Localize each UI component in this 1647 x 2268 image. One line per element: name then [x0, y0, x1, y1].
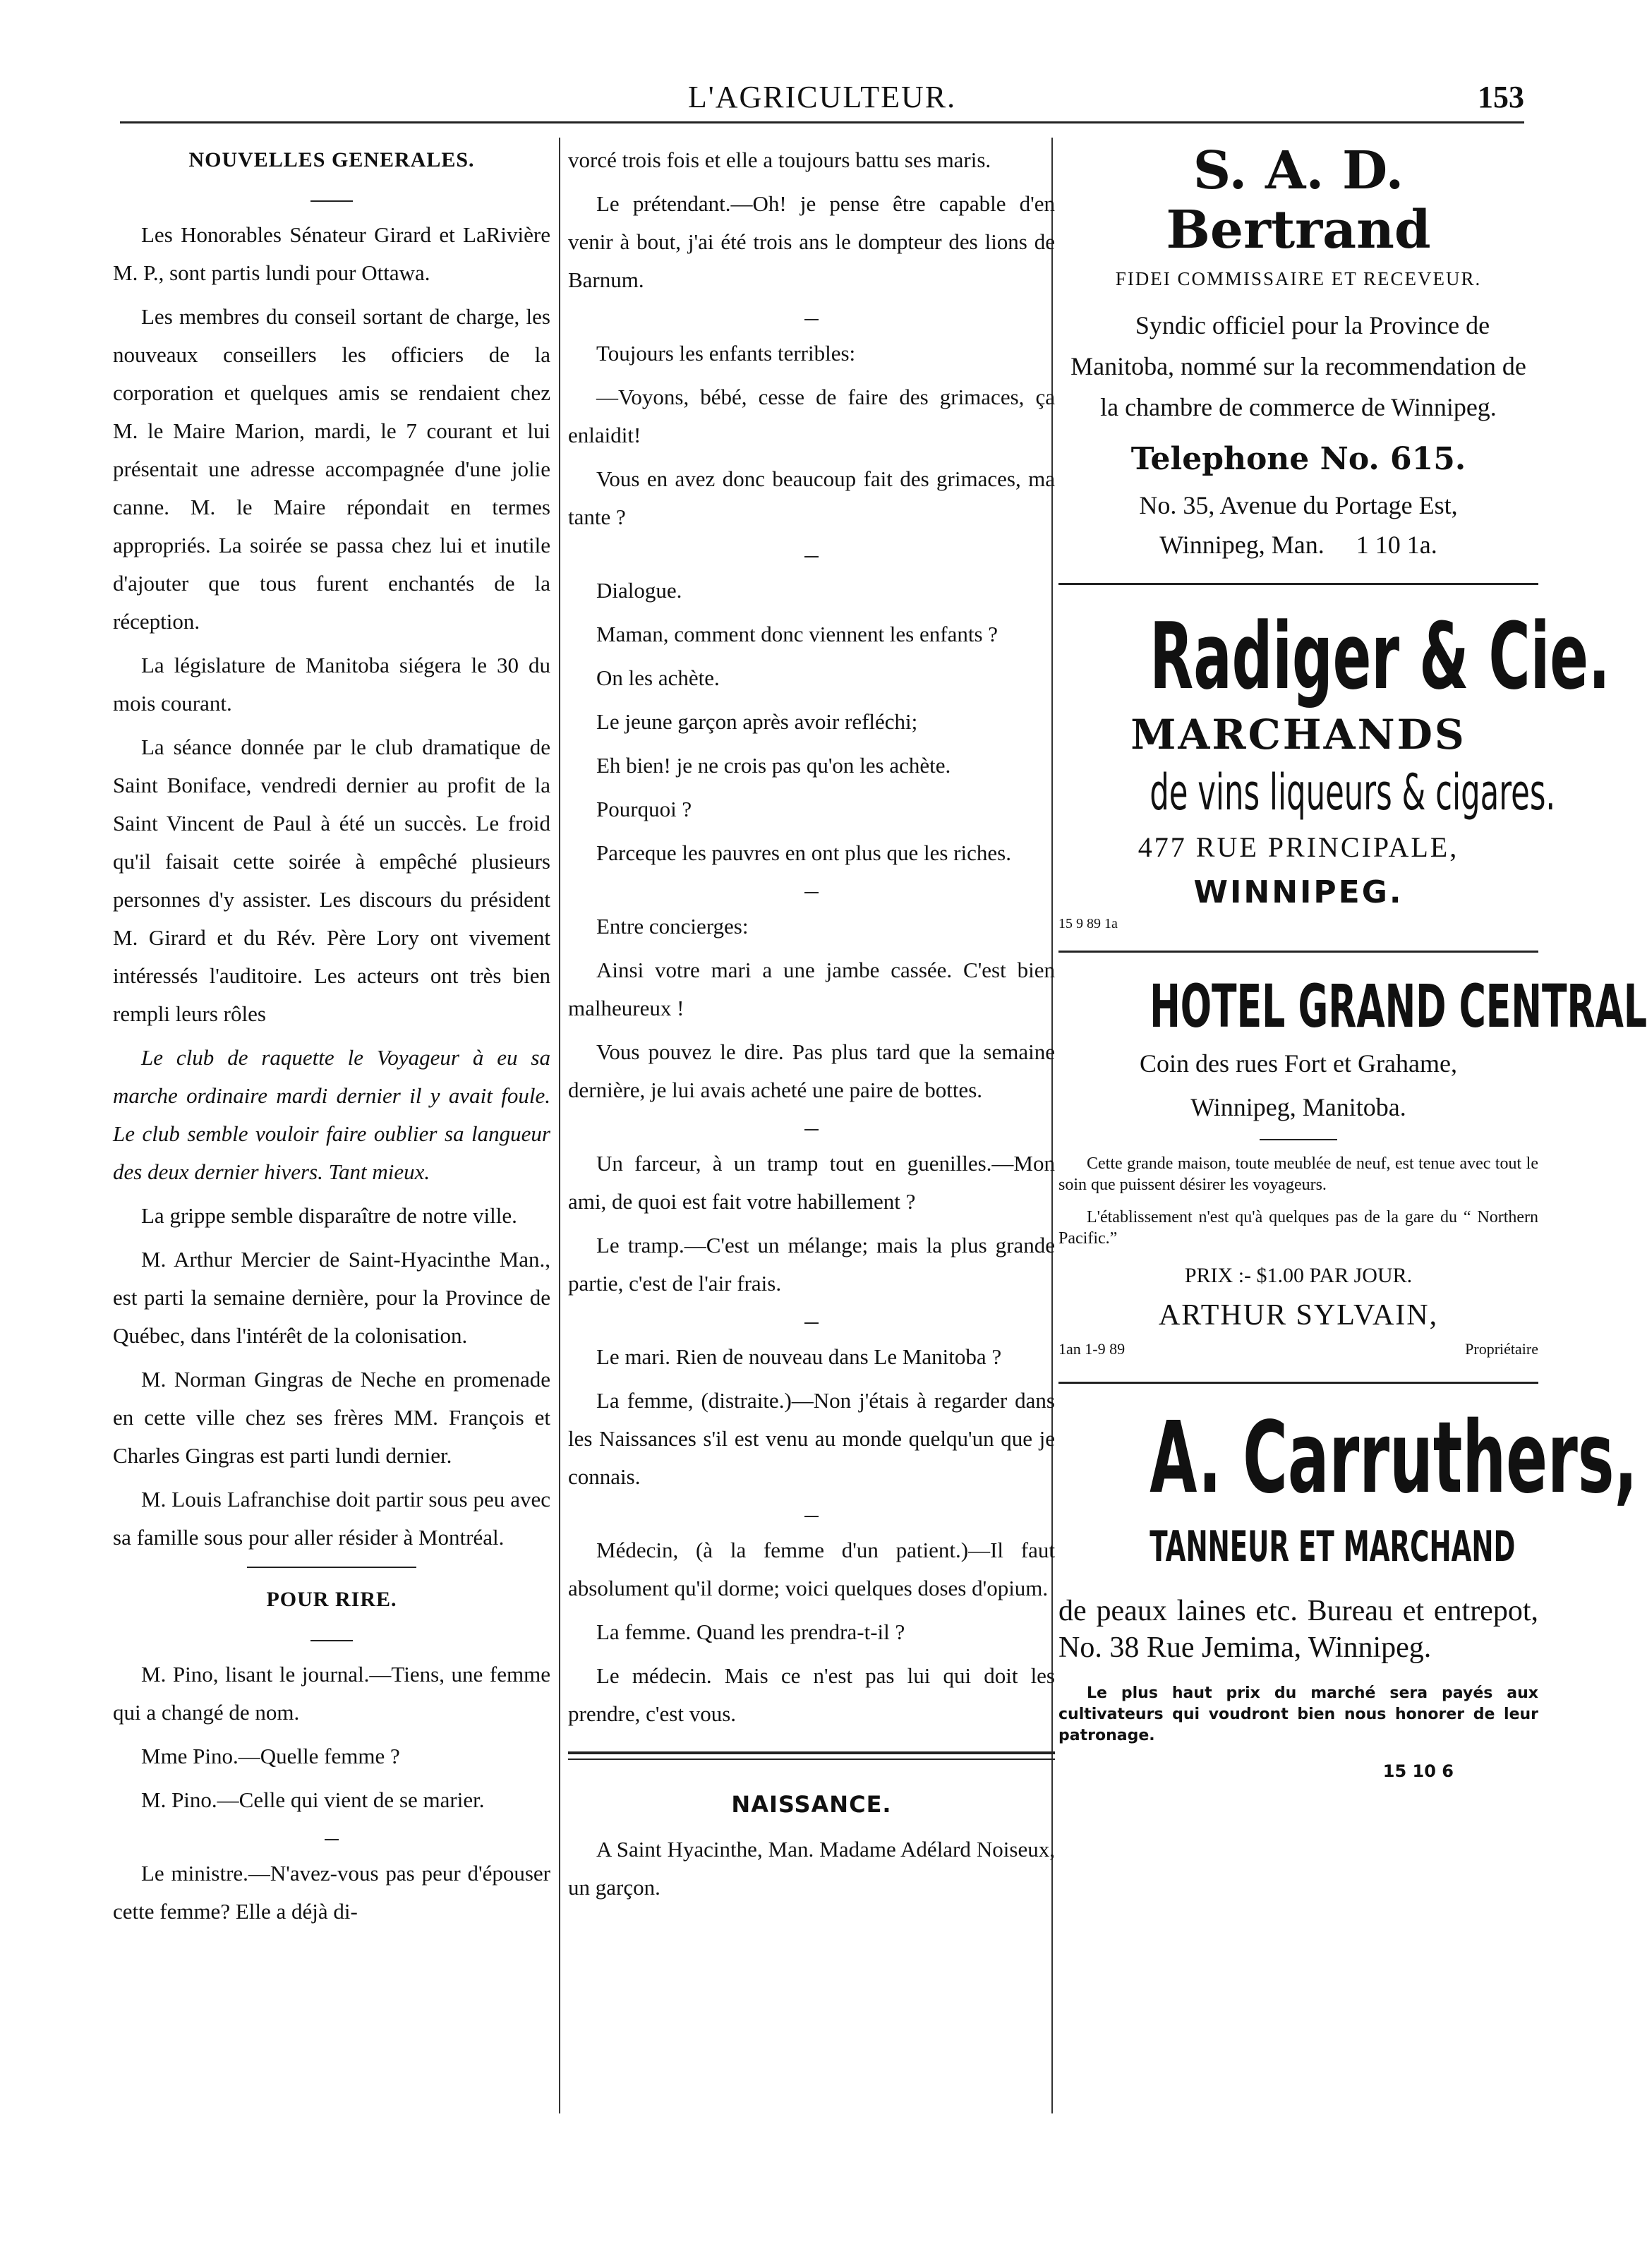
joke-line: Un farceur, à un tramp tout en guenilles.—Mon ami, de quoi est fait votre habillement ?: [568, 1151, 1055, 1214]
news-item: M. Arthur Mercier de Saint-Hyacinthe Man., est parti la semaine dernière, pour la Province de Québec, dans l'intérêt de la colonisation.: [113, 1247, 550, 1348]
divider: [568, 542, 1055, 567]
ad-price: PRIX :- $1.00 PAR JOUR.: [1184, 1264, 1413, 1287]
joke-line: Mme Pino.—Quelle femme ?: [141, 1744, 400, 1768]
ad-name: HOTEL GRAND CENTRAL: [1150, 972, 1647, 1041]
joke-line: Le médecin. Mais ce n'est pas lui qui doit les prendre, c'est vous.: [568, 1663, 1055, 1726]
news-item: La législature de Manitoba siégera le 30 du mois courant.: [113, 653, 550, 716]
joke-line: La femme. Quand les prendra-t-il ?: [596, 1619, 905, 1644]
masthead: [120, 79, 1524, 123]
ad-text: de peaux laines etc. Bureau et entrepot, No. 38 Rue Jemima, Winnipeg.: [1058, 1595, 1538, 1664]
section-heading: NAISSANCE.: [731, 1791, 892, 1818]
joke-line: Pourquoi ?: [596, 797, 692, 821]
joke-line: vorcé trois fois et elle a toujours battu ses maris.: [568, 147, 991, 172]
joke-line: La femme, (distraite.)—Non j'étais à regarder dans les Naissances s'il est venu au monde quelqu'un que je connais.: [568, 1388, 1055, 1489]
ad-divider: [1058, 1382, 1538, 1384]
ad-code: 1an 1-9 89: [1058, 1340, 1126, 1358]
joke-line: Le prétendant.—Oh! je pense être capable d'en venir à bout, j'ai été trois ans le dompteur des lions de Barnum.: [568, 191, 1055, 292]
column-divider: [559, 138, 560, 2113]
double-rule: [568, 1751, 1055, 1760]
joke-line: M. Pino, lisant le journal.—Tiens, une femme qui a changé de nom.: [113, 1662, 550, 1725]
column-2: [568, 141, 1055, 1912]
ad-footer: [1058, 1335, 1538, 1363]
joke-line: Vous en avez donc beaucoup fait des grimaces, ma tante ?: [568, 466, 1055, 529]
joke-line: Le mari. Rien de nouveau dans Le Manitoba ?: [596, 1344, 1002, 1369]
joke-line: Eh bien! je ne crois pas qu'on les achète.: [596, 753, 951, 778]
ad-carruthers: [1058, 1401, 1638, 1790]
divider: [568, 878, 1055, 903]
ad-city: WINNIPEG.: [1193, 874, 1404, 910]
news-item: M. Norman Gingras de Neche en promenade en cette ville chez ses frères MM. François et Charles Gingras est parti lundi dernier.: [113, 1367, 550, 1468]
divider: [113, 1825, 550, 1850]
ad-street: 477 RUE PRINCIPALE,: [1138, 831, 1459, 863]
joke-line: Toujours les enfants terribles:: [596, 341, 856, 366]
news-item: M. Louis Lafranchise doit partir sous peu avec sa famille sous pour aller résider à Montréal.: [113, 1487, 550, 1550]
ad-code: 15 9 89 1a: [1058, 916, 1118, 931]
ad-code: 15 10 6: [1382, 1761, 1454, 1781]
joke-line: Dialogue.: [596, 578, 682, 603]
joke-line: Le tramp.—C'est un mélange; mais la plus grande partie, c'est de l'air frais.: [568, 1233, 1055, 1296]
news-item: Les membres du conseil sortant de charge, les nouveaux conseillers les officiers de la corporation et quelques amis se rendaient chez M. le Maire Marion, mardi, le 7 courant et lui présentait une adresse accompagnée d'une jolie canne. M. le Maire répondait en termes appropriés. La soirée se passa chez lui et inutile d'ajouter que tous furent enchantés de la réception.: [113, 304, 550, 634]
ad-divider: [1058, 583, 1538, 585]
news-item: Le club de raquette le Voyageur à eu sa marche ordinaire mardi dernier il y avait foule. Le club semble vouloir faire oublier sa langueur des deux dernier hivers. Tant mieux.: [113, 1045, 550, 1184]
joke-line: Parceque les pauvres en ont plus que les riches.: [596, 840, 1011, 865]
divider: [113, 1626, 550, 1651]
news-item: Les Honorables Sénateur Girard et LaRivière M. P., sont partis lundi pour Ottawa.: [113, 222, 550, 285]
joke-line: Le jeune garçon après avoir refléchi;: [596, 709, 918, 734]
ad-city-line: [1058, 525, 1538, 565]
divider: [568, 1115, 1055, 1140]
ad-line: Winnipeg, Manitoba.: [1190, 1093, 1406, 1121]
column-1: [113, 141, 550, 1936]
divider: [247, 1567, 416, 1568]
newspaper-title: L'AGRICULTEUR.: [687, 80, 957, 114]
ad-owner-title: Propriétaire: [1465, 1340, 1538, 1358]
ad-divider: [1058, 951, 1538, 953]
ad-role: FIDEI COMMISSAIRE ET RECEVEUR.: [1115, 268, 1482, 289]
ad-subtitle: TANNEUR ET MARCHAND: [1150, 1522, 1516, 1572]
column-3-ads: [1058, 140, 1647, 1790]
news-item: La séance donnée par le club dramatique de Saint Boniface, vendredi dernier au profit de la Saint Vincent de Paul à été un succès. Le froid qu'il faisait cette soirée à empêché plusieurs personnes d'y assister. Les discours du président M. Girard et du Rév. Père Lory ont vivement intéressés l'auditoire. Les acteurs ont très bien rempli leurs rôles: [113, 735, 550, 1026]
divider: [568, 1502, 1055, 1527]
ad-radiger: [1058, 603, 1610, 932]
ad-address: No. 35, Avenue du Portage Est,: [1139, 491, 1458, 519]
ad-line: Coin des rues Fort et Grahame,: [1140, 1049, 1457, 1078]
ad-name: A. Carruthers,: [1150, 1401, 1638, 1516]
ad-description: L'établissement n'est qu'à quelques pas de la gare du “ Northern Pacific.”: [1058, 1208, 1538, 1248]
divider: [568, 305, 1055, 330]
joke-line: M. Pino.—Celle qui vient de se marier.: [141, 1787, 485, 1812]
ad-note: Le plus haut prix du marché sera payés aux cultivateurs qui voudront bien nous honorer de leur patronage.: [1058, 1684, 1538, 1744]
ad-owner: ARTHUR SYLVAIN,: [1158, 1299, 1439, 1332]
news-item: La grippe semble disparaître de notre ville.: [141, 1203, 517, 1228]
ad-text: Syndic officiel pour la Province de Manitoba, nommé sur la recommendation de la chambre de commerce de Winnipeg.: [1070, 311, 1526, 421]
divider: [568, 1308, 1055, 1334]
ad-name: S. A. D. Bertrand: [1166, 140, 1431, 260]
section-heading: POUR RIRE.: [266, 1588, 397, 1611]
joke-line: Vous pouvez le dire. Pas plus tard que la semaine dernière, je lui avais acheté une paire de bottes.: [568, 1039, 1055, 1102]
joke-line: Le ministre.—N'avez-vous pas peur d'épouser cette femme? Elle a déjà di-: [113, 1861, 550, 1924]
birth-notice: A Saint Hyacinthe, Man. Madame Adélard Noiseux, un garçon.: [568, 1837, 1055, 1900]
ad-bertrand: [1058, 141, 1538, 565]
section-heading: NOUVELLES GENERALES.: [188, 148, 475, 171]
ad-divider: [1260, 1139, 1337, 1140]
page-number: 153: [1478, 80, 1524, 114]
ad-code: 1 10 1a.: [1356, 531, 1437, 559]
ad-hotel: [1058, 971, 1647, 1363]
joke-line: Médecin, (à la femme d'un patient.)—Il faut absolument qu'il dorme; voici quelques doses d'opium.: [568, 1538, 1055, 1600]
divider: [113, 186, 550, 212]
joke-line: Ainsi votre mari a une jambe cassée. C'est bien malheureux !: [568, 958, 1055, 1020]
ad-phone: Telephone No. 615.: [1130, 441, 1466, 477]
ad-goods: de vins liqueurs & cigares.: [1150, 764, 1556, 821]
joke-line: Entre concierges:: [596, 914, 749, 939]
joke-line: Maman, comment donc viennent les enfants ?: [596, 622, 999, 646]
joke-line: —Voyons, bébé, cesse de faire des grimaces, ça enlaidit!: [568, 385, 1055, 447]
ad-city: Winnipeg, Man.: [1159, 531, 1325, 559]
ad-description: Cette grande maison, toute meublée de neuf, est tenue avec tout le soin que puissent désirer les voyageurs.: [1058, 1154, 1538, 1194]
ad-subtitle: MARCHANDS: [1130, 711, 1466, 759]
joke-line: On les achète.: [596, 665, 720, 690]
ad-name: Radiger & Cie.: [1150, 603, 1610, 710]
